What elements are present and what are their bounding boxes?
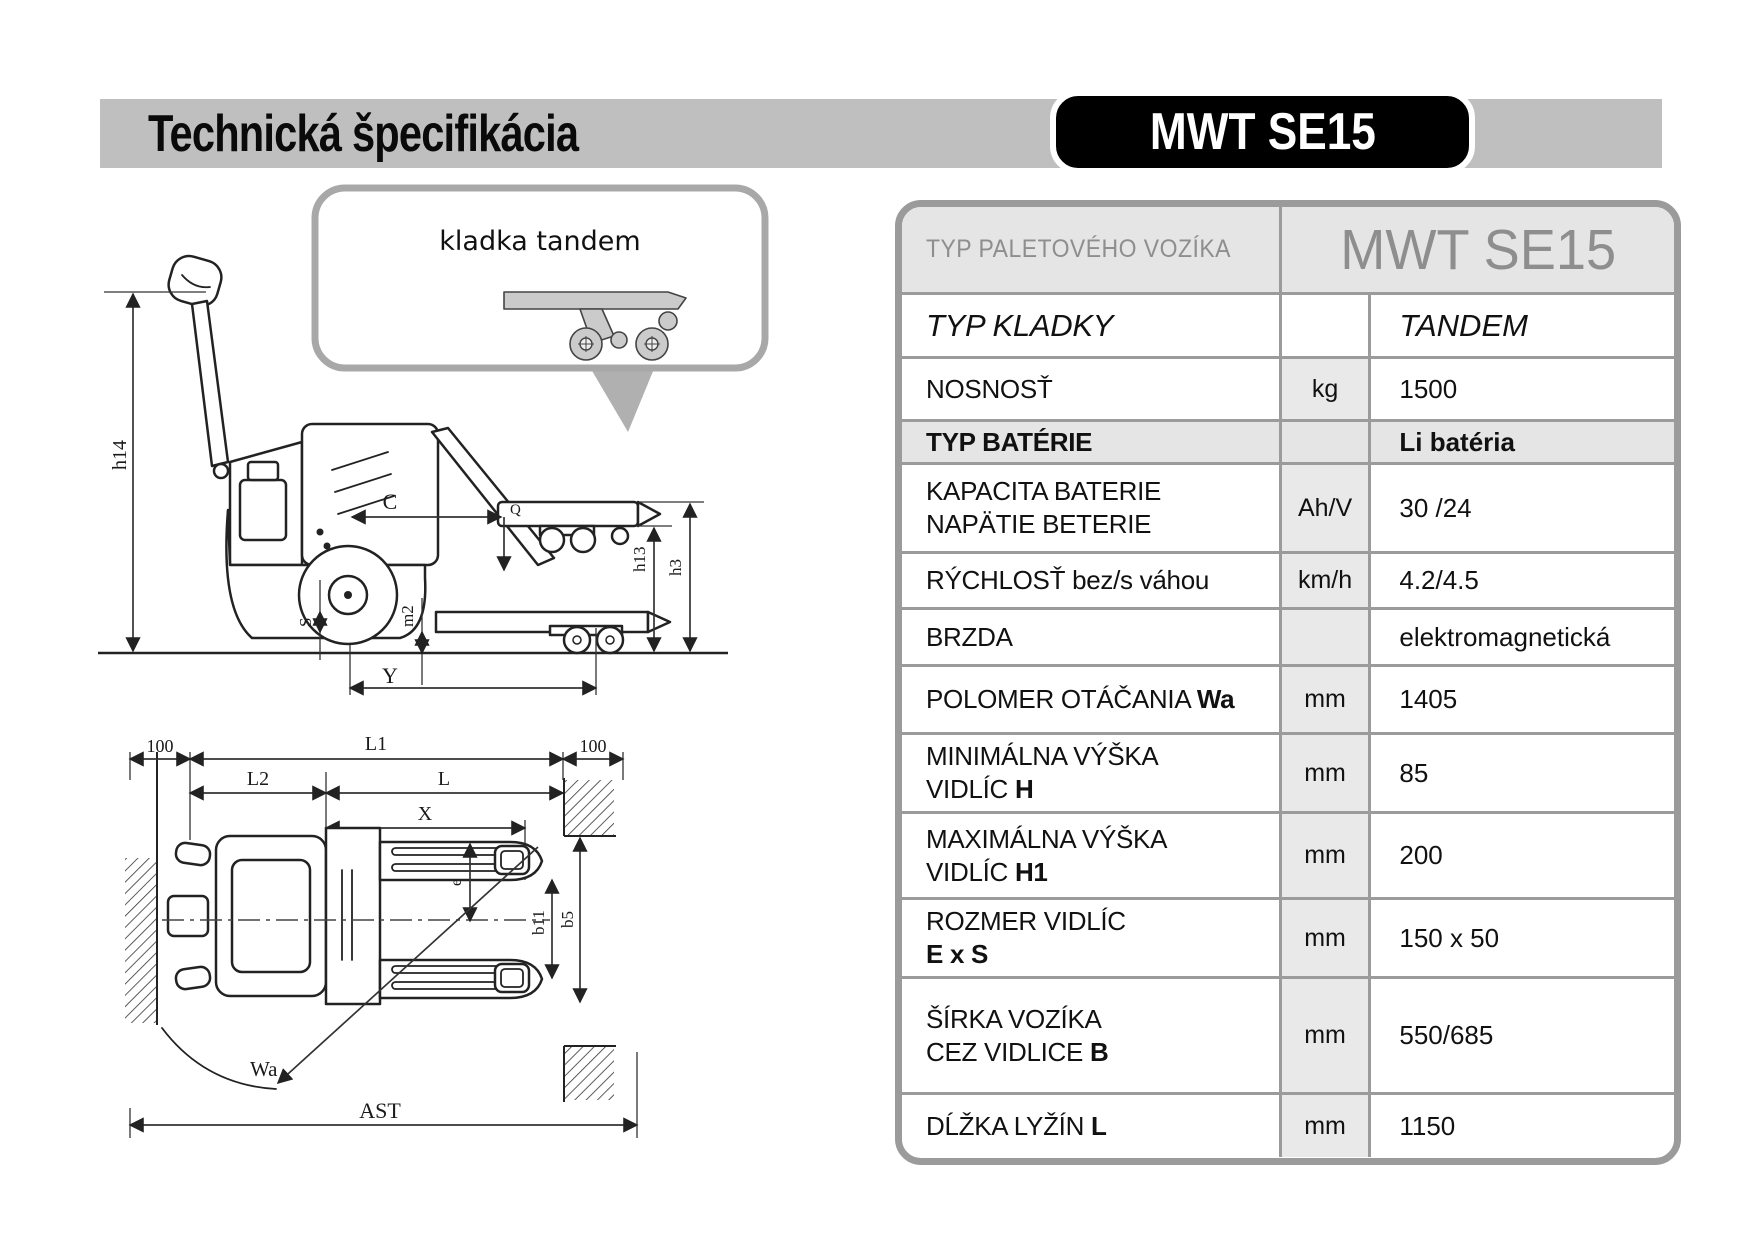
spec-value: 1150	[1399, 1110, 1456, 1141]
spec-label: MINIMÁLNA VÝŠKA VIDLÍC H	[926, 741, 1159, 804]
dim-label-h3: h3	[666, 559, 685, 576]
spec-label: NOSNOSŤ	[926, 373, 1053, 404]
spec-value: 30 /24	[1399, 492, 1472, 523]
dim-label-l: L	[437, 768, 451, 790]
spec-row	[902, 462, 1674, 551]
spec-table-header	[902, 207, 1674, 292]
spec-row	[902, 811, 1674, 897]
page-title: Technická špecifikácia	[148, 104, 579, 163]
dim-label-b5: b5	[558, 911, 577, 928]
spec-label: KAPACITA BATERIE NAPÄTIE BETERIE	[926, 476, 1162, 539]
dim-label-y: Y	[382, 663, 398, 688]
dim-label-q: Q	[510, 502, 521, 518]
spec-value: 150 x 50	[1399, 922, 1500, 953]
dim-label-l1: L1	[364, 733, 388, 755]
dim-label-100: 100	[146, 736, 174, 756]
spec-unit: mm	[1279, 735, 1372, 811]
spec-row	[902, 664, 1674, 732]
dim-label-wa: Wa	[250, 1057, 278, 1081]
spec-value: 1405	[1399, 684, 1458, 714]
spec-unit: mm	[1279, 900, 1372, 976]
dim-label-ast: AST	[359, 1098, 401, 1123]
spec-unit: mm	[1279, 1095, 1372, 1157]
spec-row	[902, 976, 1674, 1092]
dim-label-l2: L2	[246, 768, 270, 790]
callout-bubble	[315, 188, 765, 432]
spec-value: 4.2/4.5	[1399, 565, 1479, 595]
dim-label-c: C	[382, 489, 398, 514]
spec-row	[902, 1092, 1674, 1157]
spec-value: TANDEM	[1399, 307, 1528, 343]
spec-label: TYP BATÉRIE	[926, 426, 1093, 457]
spec-unit	[1279, 610, 1372, 664]
spec-row	[902, 607, 1674, 664]
spec-row	[902, 292, 1674, 356]
spec-unit: mm	[1279, 667, 1372, 732]
spec-label: RÝCHLOSŤ bez/s váhou	[926, 565, 1210, 595]
spec-row	[902, 419, 1674, 462]
spec-unit: km/h	[1279, 554, 1372, 607]
dim-label-b11: b11	[529, 910, 548, 935]
dim-label-h13: h13	[630, 546, 649, 572]
spec-unit: Ah/V	[1279, 465, 1372, 551]
dim-label-kladka-tandem: kladka tandem	[439, 226, 641, 257]
pallet-truck-diagram	[80, 180, 840, 1190]
spec-label: DĹŽKA LYŽÍN L	[926, 1110, 1107, 1141]
model-badge-label: MWT SE15	[1149, 103, 1376, 161]
table-header-model-cell	[1279, 207, 1674, 292]
table-header-type-label: TYP PALETOVÉHO VOZÍKA	[926, 235, 1231, 263]
dim-label-x: X	[417, 803, 433, 825]
spec-value: elektromagnetická	[1399, 621, 1611, 652]
technical-drawing	[80, 180, 840, 1190]
spec-table-body	[902, 292, 1674, 1157]
table-header-type-cell	[902, 207, 1279, 292]
spec-unit: mm	[1279, 979, 1372, 1092]
spec-row	[902, 356, 1674, 419]
dim-label-m2: m2	[398, 605, 417, 627]
spec-unit	[1279, 295, 1372, 356]
spec-value: 550/685	[1399, 1020, 1494, 1050]
spec-unit: kg	[1279, 359, 1372, 419]
spec-label: ROZMER VIDLÍC E x S	[926, 906, 1126, 969]
spec-label: ŠÍRKA VOZÍKA CEZ VIDLICE B	[926, 1003, 1109, 1067]
spec-value: 200	[1399, 840, 1443, 870]
spec-unit	[1279, 422, 1372, 462]
spec-row	[902, 732, 1674, 811]
spec-label: TYP KLADKY	[926, 308, 1114, 343]
spec-value: 85	[1399, 757, 1429, 788]
dim-label-100: 100	[579, 736, 607, 756]
dim-label-s: S	[296, 617, 315, 627]
spec-row	[902, 897, 1674, 976]
spec-label: BRZDA	[926, 621, 1013, 652]
top-view	[125, 752, 637, 1138]
spec-value: Li batéria	[1399, 426, 1515, 457]
spec-unit: mm	[1279, 814, 1372, 897]
dim-label-e: e	[448, 878, 465, 886]
spec-label: POLOMER OTÁČANIA Wa	[926, 684, 1235, 714]
model-badge	[1050, 90, 1475, 174]
spec-label: MAXIMÁLNA VÝŠKA VIDLÍC H1	[926, 823, 1168, 887]
spec-row	[902, 551, 1674, 607]
table-header-model-label: MWT SE15	[1339, 217, 1616, 282]
spec-table	[895, 200, 1681, 1165]
spec-value: 1500	[1399, 373, 1458, 404]
dim-label-h14: h14	[109, 440, 131, 470]
